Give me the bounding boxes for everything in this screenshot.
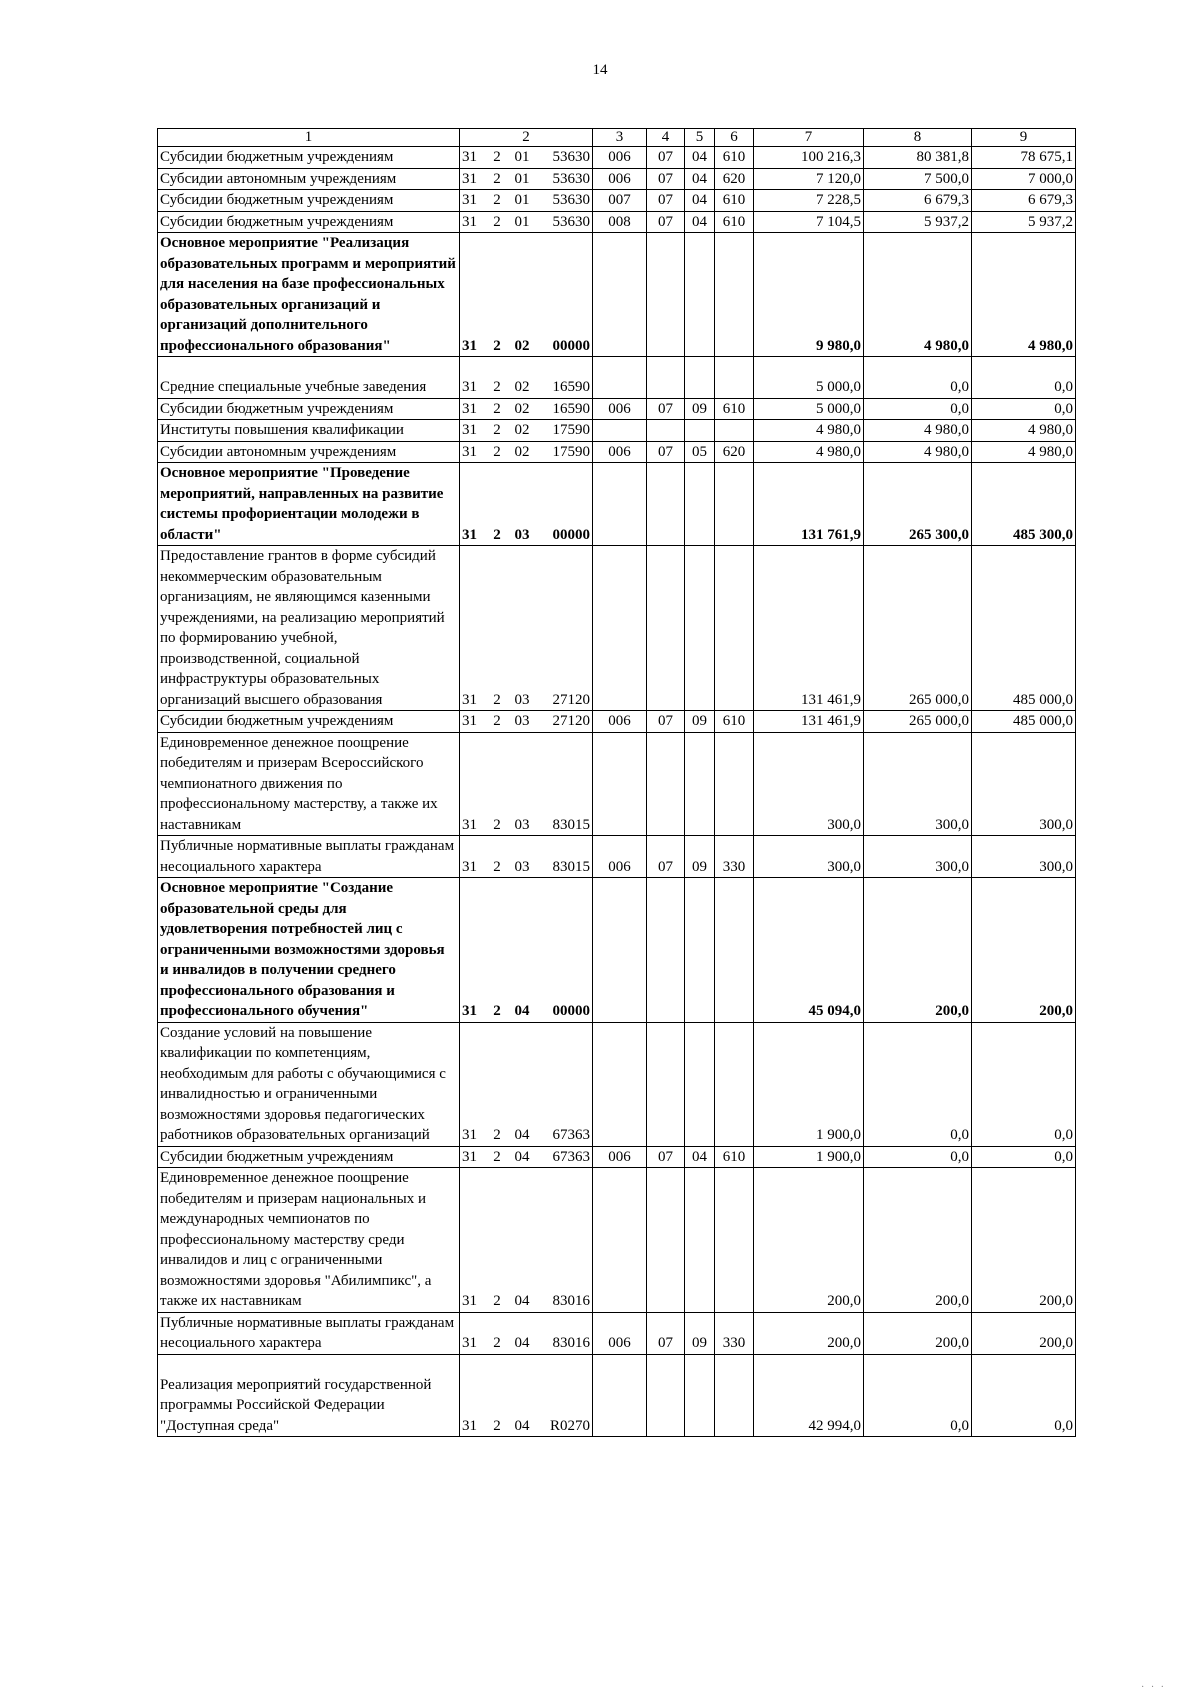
value-col-9: 0,0	[972, 1146, 1076, 1168]
code-event: 01	[509, 168, 536, 190]
code-gov: 008	[593, 211, 647, 233]
table-row	[158, 1146, 1076, 1168]
code-subprogram: 2	[486, 1146, 509, 1168]
value-col-7: 7 104,5	[754, 211, 864, 233]
code-expense-type: 610	[715, 711, 754, 733]
value-col-9: 200,0	[972, 878, 1076, 1023]
code-subprogram: 2	[486, 147, 509, 169]
header-col-4: 4	[647, 129, 685, 147]
code-direction: R0270	[536, 1354, 593, 1437]
value-col-7: 1 900,0	[754, 1022, 864, 1146]
row-name: Субсидии бюджетным учреждениям	[158, 398, 460, 420]
value-col-7: 131 461,9	[754, 711, 864, 733]
code-program: 31	[460, 1168, 486, 1313]
code-gov: 006	[593, 147, 647, 169]
value-col-7: 5 000,0	[754, 357, 864, 399]
code-event: 03	[509, 463, 536, 546]
value-col-9: 4 980,0	[972, 420, 1076, 442]
value-col-8: 80 381,8	[864, 147, 972, 169]
value-col-8: 7 500,0	[864, 168, 972, 190]
code-subsection	[685, 546, 715, 711]
code-event: 04	[509, 1168, 536, 1313]
table-row	[158, 168, 1076, 190]
value-col-9: 0,0	[972, 1022, 1076, 1146]
value-col-9: 485 300,0	[972, 463, 1076, 546]
value-col-9: 5 937,2	[972, 211, 1076, 233]
code-subprogram: 2	[486, 878, 509, 1023]
code-event: 04	[509, 878, 536, 1023]
row-name: Основное мероприятие "Создание образовательной среды для удовлетворения потребностей лиц с ограниченными возможностями здоровья и инвалидов в получении среднего профессионального образования и профессионального обучения"	[158, 878, 460, 1023]
code-gov: 006	[593, 398, 647, 420]
code-expense-type	[715, 732, 754, 836]
code-program: 31	[460, 398, 486, 420]
value-col-8: 265 000,0	[864, 546, 972, 711]
value-col-8: 4 980,0	[864, 420, 972, 442]
code-gov	[593, 233, 647, 357]
table-row	[158, 420, 1076, 442]
row-name: Институты повышения квалификации	[158, 420, 460, 442]
code-section	[647, 420, 685, 442]
code-gov: 006	[593, 1312, 647, 1354]
code-expense-type: 330	[715, 836, 754, 878]
row-name: Основное мероприятие "Реализация образовательных программ и мероприятий для населения на базе профессиональных образовательных организаций и организаций дополнительного профессионального образования"	[158, 233, 460, 357]
code-direction: 16590	[536, 398, 593, 420]
code-direction: 53630	[536, 147, 593, 169]
value-col-9: 300,0	[972, 732, 1076, 836]
table-row	[158, 441, 1076, 463]
code-event: 03	[509, 732, 536, 836]
value-col-7: 131 461,9	[754, 546, 864, 711]
code-expense-type: 610	[715, 190, 754, 212]
row-name: Субсидии бюджетным учреждениям	[158, 147, 460, 169]
code-section	[647, 1354, 685, 1437]
code-subsection	[685, 1168, 715, 1313]
code-program: 31	[460, 420, 486, 442]
code-direction: 17590	[536, 420, 593, 442]
value-col-8: 4 980,0	[864, 233, 972, 357]
value-col-9: 78 675,1	[972, 147, 1076, 169]
code-subsection: 04	[685, 211, 715, 233]
value-col-9: 6 679,3	[972, 190, 1076, 212]
code-section: 07	[647, 211, 685, 233]
value-col-8: 6 679,3	[864, 190, 972, 212]
code-subsection: 04	[685, 147, 715, 169]
header-col-5: 5	[685, 129, 715, 147]
code-subprogram: 2	[486, 836, 509, 878]
code-subprogram: 2	[486, 233, 509, 357]
code-program: 31	[460, 211, 486, 233]
row-name: Субсидии бюджетным учреждениям	[158, 211, 460, 233]
value-col-7: 200,0	[754, 1168, 864, 1313]
code-subsection	[685, 357, 715, 399]
value-col-8: 0,0	[864, 1354, 972, 1437]
value-col-9: 485 000,0	[972, 711, 1076, 733]
value-col-9: 200,0	[972, 1312, 1076, 1354]
code-expense-type	[715, 463, 754, 546]
code-section	[647, 1168, 685, 1313]
row-name: Единовременное денежное поощрение победителям и призерам Всероссийского чемпионатного движения по профессиональному мастерству, а также их наставникам	[158, 732, 460, 836]
code-direction: 67363	[536, 1146, 593, 1168]
row-name: Субсидии бюджетным учреждениям	[158, 190, 460, 212]
code-program: 31	[460, 233, 486, 357]
code-gov: 006	[593, 441, 647, 463]
row-name: Единовременное денежное поощрение победителям и призерам национальных и международных чемпионатов по профессиональному мастерству среди инвалидов и лиц с ограниченными возможностями здоровья "Абилимпикс", а также их наставникам	[158, 1168, 460, 1313]
code-expense-type: 620	[715, 168, 754, 190]
value-col-8: 0,0	[864, 398, 972, 420]
code-subsection: 09	[685, 711, 715, 733]
code-event: 04	[509, 1146, 536, 1168]
value-col-8: 300,0	[864, 836, 972, 878]
value-col-8: 200,0	[864, 878, 972, 1023]
value-col-7: 131 761,9	[754, 463, 864, 546]
code-subprogram: 2	[486, 732, 509, 836]
code-subprogram: 2	[486, 190, 509, 212]
row-name: Субсидии бюджетным учреждениям	[158, 711, 460, 733]
code-subsection: 09	[685, 398, 715, 420]
code-expense-type: 330	[715, 1312, 754, 1354]
value-col-9: 0,0	[972, 357, 1076, 399]
code-expense-type	[715, 233, 754, 357]
code-expense-type: 610	[715, 147, 754, 169]
code-event: 02	[509, 398, 536, 420]
code-program: 31	[460, 441, 486, 463]
header-col-8: 8	[864, 129, 972, 147]
page-number: 14	[592, 62, 608, 78]
row-name: Средние специальные учебные заведения	[158, 357, 460, 399]
value-col-7: 5 000,0	[754, 398, 864, 420]
code-event: 02	[509, 441, 536, 463]
value-col-9: 7 000,0	[972, 168, 1076, 190]
code-gov: 006	[593, 168, 647, 190]
table-row	[158, 147, 1076, 169]
code-section	[647, 233, 685, 357]
code-program: 31	[460, 878, 486, 1023]
code-event: 03	[509, 711, 536, 733]
code-subsection: 04	[685, 190, 715, 212]
code-subprogram: 2	[486, 211, 509, 233]
code-subprogram: 2	[486, 1312, 509, 1354]
code-section	[647, 878, 685, 1023]
value-col-9: 0,0	[972, 1354, 1076, 1437]
budget-table	[157, 128, 1076, 1437]
row-name: Публичные нормативные выплаты гражданам несоциального характера	[158, 1312, 460, 1354]
row-name: Субсидии бюджетным учреждениям	[158, 1146, 460, 1168]
code-expense-type	[715, 1168, 754, 1313]
code-event: 04	[509, 1312, 536, 1354]
table-row	[158, 1354, 1076, 1437]
code-gov	[593, 1168, 647, 1313]
code-section: 07	[647, 1146, 685, 1168]
value-col-8: 0,0	[864, 1146, 972, 1168]
code-event: 02	[509, 233, 536, 357]
code-expense-type: 610	[715, 211, 754, 233]
value-col-7: 7 120,0	[754, 168, 864, 190]
code-subprogram: 2	[486, 1168, 509, 1313]
code-event: 02	[509, 357, 536, 399]
value-col-7: 4 980,0	[754, 420, 864, 442]
code-subsection	[685, 233, 715, 357]
code-event: 03	[509, 546, 536, 711]
value-col-8: 4 980,0	[864, 441, 972, 463]
code-program: 31	[460, 732, 486, 836]
code-expense-type	[715, 420, 754, 442]
code-subprogram: 2	[486, 1022, 509, 1146]
code-subprogram: 2	[486, 168, 509, 190]
code-program: 31	[460, 836, 486, 878]
code-event: 03	[509, 836, 536, 878]
code-section	[647, 1022, 685, 1146]
code-program: 31	[460, 1354, 486, 1437]
code-subprogram: 2	[486, 398, 509, 420]
code-program: 31	[460, 1312, 486, 1354]
header-col-2: 2	[460, 129, 593, 147]
code-expense-type	[715, 878, 754, 1023]
code-direction: 83016	[536, 1168, 593, 1313]
table-row	[158, 463, 1076, 546]
code-program: 31	[460, 147, 486, 169]
value-col-7: 300,0	[754, 836, 864, 878]
value-col-7: 9 980,0	[754, 233, 864, 357]
header-col-1: 1	[158, 129, 460, 147]
code-gov	[593, 546, 647, 711]
code-section: 07	[647, 441, 685, 463]
value-col-7: 1 900,0	[754, 1146, 864, 1168]
code-direction: 27120	[536, 546, 593, 711]
header-col-6: 6	[715, 129, 754, 147]
code-program: 31	[460, 1022, 486, 1146]
code-expense-type	[715, 1354, 754, 1437]
value-col-9: 0,0	[972, 398, 1076, 420]
value-col-7: 4 980,0	[754, 441, 864, 463]
code-section: 07	[647, 147, 685, 169]
code-subprogram: 2	[486, 1354, 509, 1437]
code-expense-type: 620	[715, 441, 754, 463]
code-subprogram: 2	[486, 546, 509, 711]
code-subsection: 09	[685, 1312, 715, 1354]
code-direction: 83015	[536, 836, 593, 878]
row-name: Предоставление грантов в форме субсидий некоммерческим образовательным организациям, не являющимся казенными учреждениями, на реализацию мероприятий по формированию учебной, производственной, социальной инфраструктуры образовательных организаций высшего образования	[158, 546, 460, 711]
code-subprogram: 2	[486, 711, 509, 733]
row-name: Субсидии автономным учреждениям	[158, 441, 460, 463]
row-name: Реализация мероприятий государственной программы Российской Федерации "Доступная среда"	[158, 1354, 460, 1437]
code-gov: 006	[593, 711, 647, 733]
code-event: 04	[509, 1354, 536, 1437]
code-event: 04	[509, 1022, 536, 1146]
code-event: 02	[509, 420, 536, 442]
value-col-7: 42 994,0	[754, 1354, 864, 1437]
value-col-8: 0,0	[864, 1022, 972, 1146]
code-gov	[593, 1354, 647, 1437]
code-program: 31	[460, 711, 486, 733]
row-name: Создание условий на повышение квалификации по компетенциям, необходимым для работы с обучающимися с инвалидностью и ограниченными возможностями здоровья педагогических работников образовательных организаций	[158, 1022, 460, 1146]
code-gov: 006	[593, 1146, 647, 1168]
code-direction: 53630	[536, 190, 593, 212]
code-subsection	[685, 463, 715, 546]
code-section: 07	[647, 836, 685, 878]
code-direction: 83015	[536, 732, 593, 836]
header-col-7: 7	[754, 129, 864, 147]
code-program: 31	[460, 168, 486, 190]
code-subprogram: 2	[486, 420, 509, 442]
code-section: 07	[647, 190, 685, 212]
table-row	[158, 732, 1076, 836]
code-program: 31	[460, 1146, 486, 1168]
table-row	[158, 357, 1076, 399]
code-gov	[593, 878, 647, 1023]
table-row	[158, 233, 1076, 357]
table-row	[158, 190, 1076, 212]
value-col-9: 485 000,0	[972, 546, 1076, 711]
value-col-8: 300,0	[864, 732, 972, 836]
code-direction: 16590	[536, 357, 593, 399]
code-section	[647, 546, 685, 711]
code-gov	[593, 732, 647, 836]
table-row	[158, 711, 1076, 733]
code-gov	[593, 420, 647, 442]
row-name: Основное мероприятие "Проведение мероприятий, направленных на развитие системы профориентации молодежи в области"	[158, 463, 460, 546]
table-row	[158, 211, 1076, 233]
code-event: 01	[509, 211, 536, 233]
table-row	[158, 836, 1076, 878]
table-row	[158, 546, 1076, 711]
code-direction: 67363	[536, 1022, 593, 1146]
code-event: 01	[509, 147, 536, 169]
code-direction: 53630	[536, 168, 593, 190]
value-col-7: 45 094,0	[754, 878, 864, 1023]
code-gov: 006	[593, 836, 647, 878]
table-row	[158, 1168, 1076, 1313]
value-col-8: 200,0	[864, 1168, 972, 1313]
table-row	[158, 878, 1076, 1023]
value-col-9: 200,0	[972, 1168, 1076, 1313]
code-direction: 27120	[536, 711, 593, 733]
code-subsection	[685, 1022, 715, 1146]
code-direction: 83016	[536, 1312, 593, 1354]
value-col-9: 4 980,0	[972, 441, 1076, 463]
value-col-7: 300,0	[754, 732, 864, 836]
code-program: 31	[460, 546, 486, 711]
code-subsection	[685, 878, 715, 1023]
table-row	[158, 1022, 1076, 1146]
header-col-3: 3	[593, 129, 647, 147]
value-col-9: 300,0	[972, 836, 1076, 878]
value-col-7: 7 228,5	[754, 190, 864, 212]
code-subprogram: 2	[486, 441, 509, 463]
header-col-9: 9	[972, 129, 1076, 147]
value-col-9: 4 980,0	[972, 233, 1076, 357]
row-name: Публичные нормативные выплаты гражданам несоциального характера	[158, 836, 460, 878]
table-row	[158, 398, 1076, 420]
code-expense-type	[715, 1022, 754, 1146]
code-section: 07	[647, 168, 685, 190]
code-gov: 007	[593, 190, 647, 212]
table-row	[158, 1312, 1076, 1354]
code-subsection: 05	[685, 441, 715, 463]
code-event: 01	[509, 190, 536, 212]
code-subsection: 04	[685, 168, 715, 190]
value-col-8: 0,0	[864, 357, 972, 399]
code-section	[647, 463, 685, 546]
code-section	[647, 357, 685, 399]
value-col-8: 200,0	[864, 1312, 972, 1354]
header-row	[158, 129, 1076, 147]
code-program: 31	[460, 190, 486, 212]
code-subprogram: 2	[486, 463, 509, 546]
code-section: 07	[647, 711, 685, 733]
scan-mark: · · ·	[1141, 1682, 1166, 1693]
code-gov	[593, 1022, 647, 1146]
code-program: 31	[460, 463, 486, 546]
code-section	[647, 732, 685, 836]
code-subprogram: 2	[486, 357, 509, 399]
code-gov	[593, 357, 647, 399]
code-expense-type: 610	[715, 398, 754, 420]
code-subsection	[685, 732, 715, 836]
code-subsection	[685, 1354, 715, 1437]
value-col-7: 200,0	[754, 1312, 864, 1354]
code-expense-type	[715, 357, 754, 399]
value-col-8: 5 937,2	[864, 211, 972, 233]
code-subsection: 09	[685, 836, 715, 878]
code-direction: 17590	[536, 441, 593, 463]
code-direction: 53630	[536, 211, 593, 233]
code-direction: 00000	[536, 463, 593, 546]
code-section: 07	[647, 1312, 685, 1354]
code-direction: 00000	[536, 878, 593, 1023]
code-expense-type: 610	[715, 1146, 754, 1168]
code-subsection	[685, 420, 715, 442]
code-program: 31	[460, 357, 486, 399]
code-expense-type	[715, 546, 754, 711]
row-name: Субсидии автономным учреждениям	[158, 168, 460, 190]
value-col-8: 265 000,0	[864, 711, 972, 733]
value-col-7: 100 216,3	[754, 147, 864, 169]
value-col-8: 265 300,0	[864, 463, 972, 546]
code-subsection: 04	[685, 1146, 715, 1168]
code-direction: 00000	[536, 233, 593, 357]
code-gov	[593, 463, 647, 546]
code-section: 07	[647, 398, 685, 420]
